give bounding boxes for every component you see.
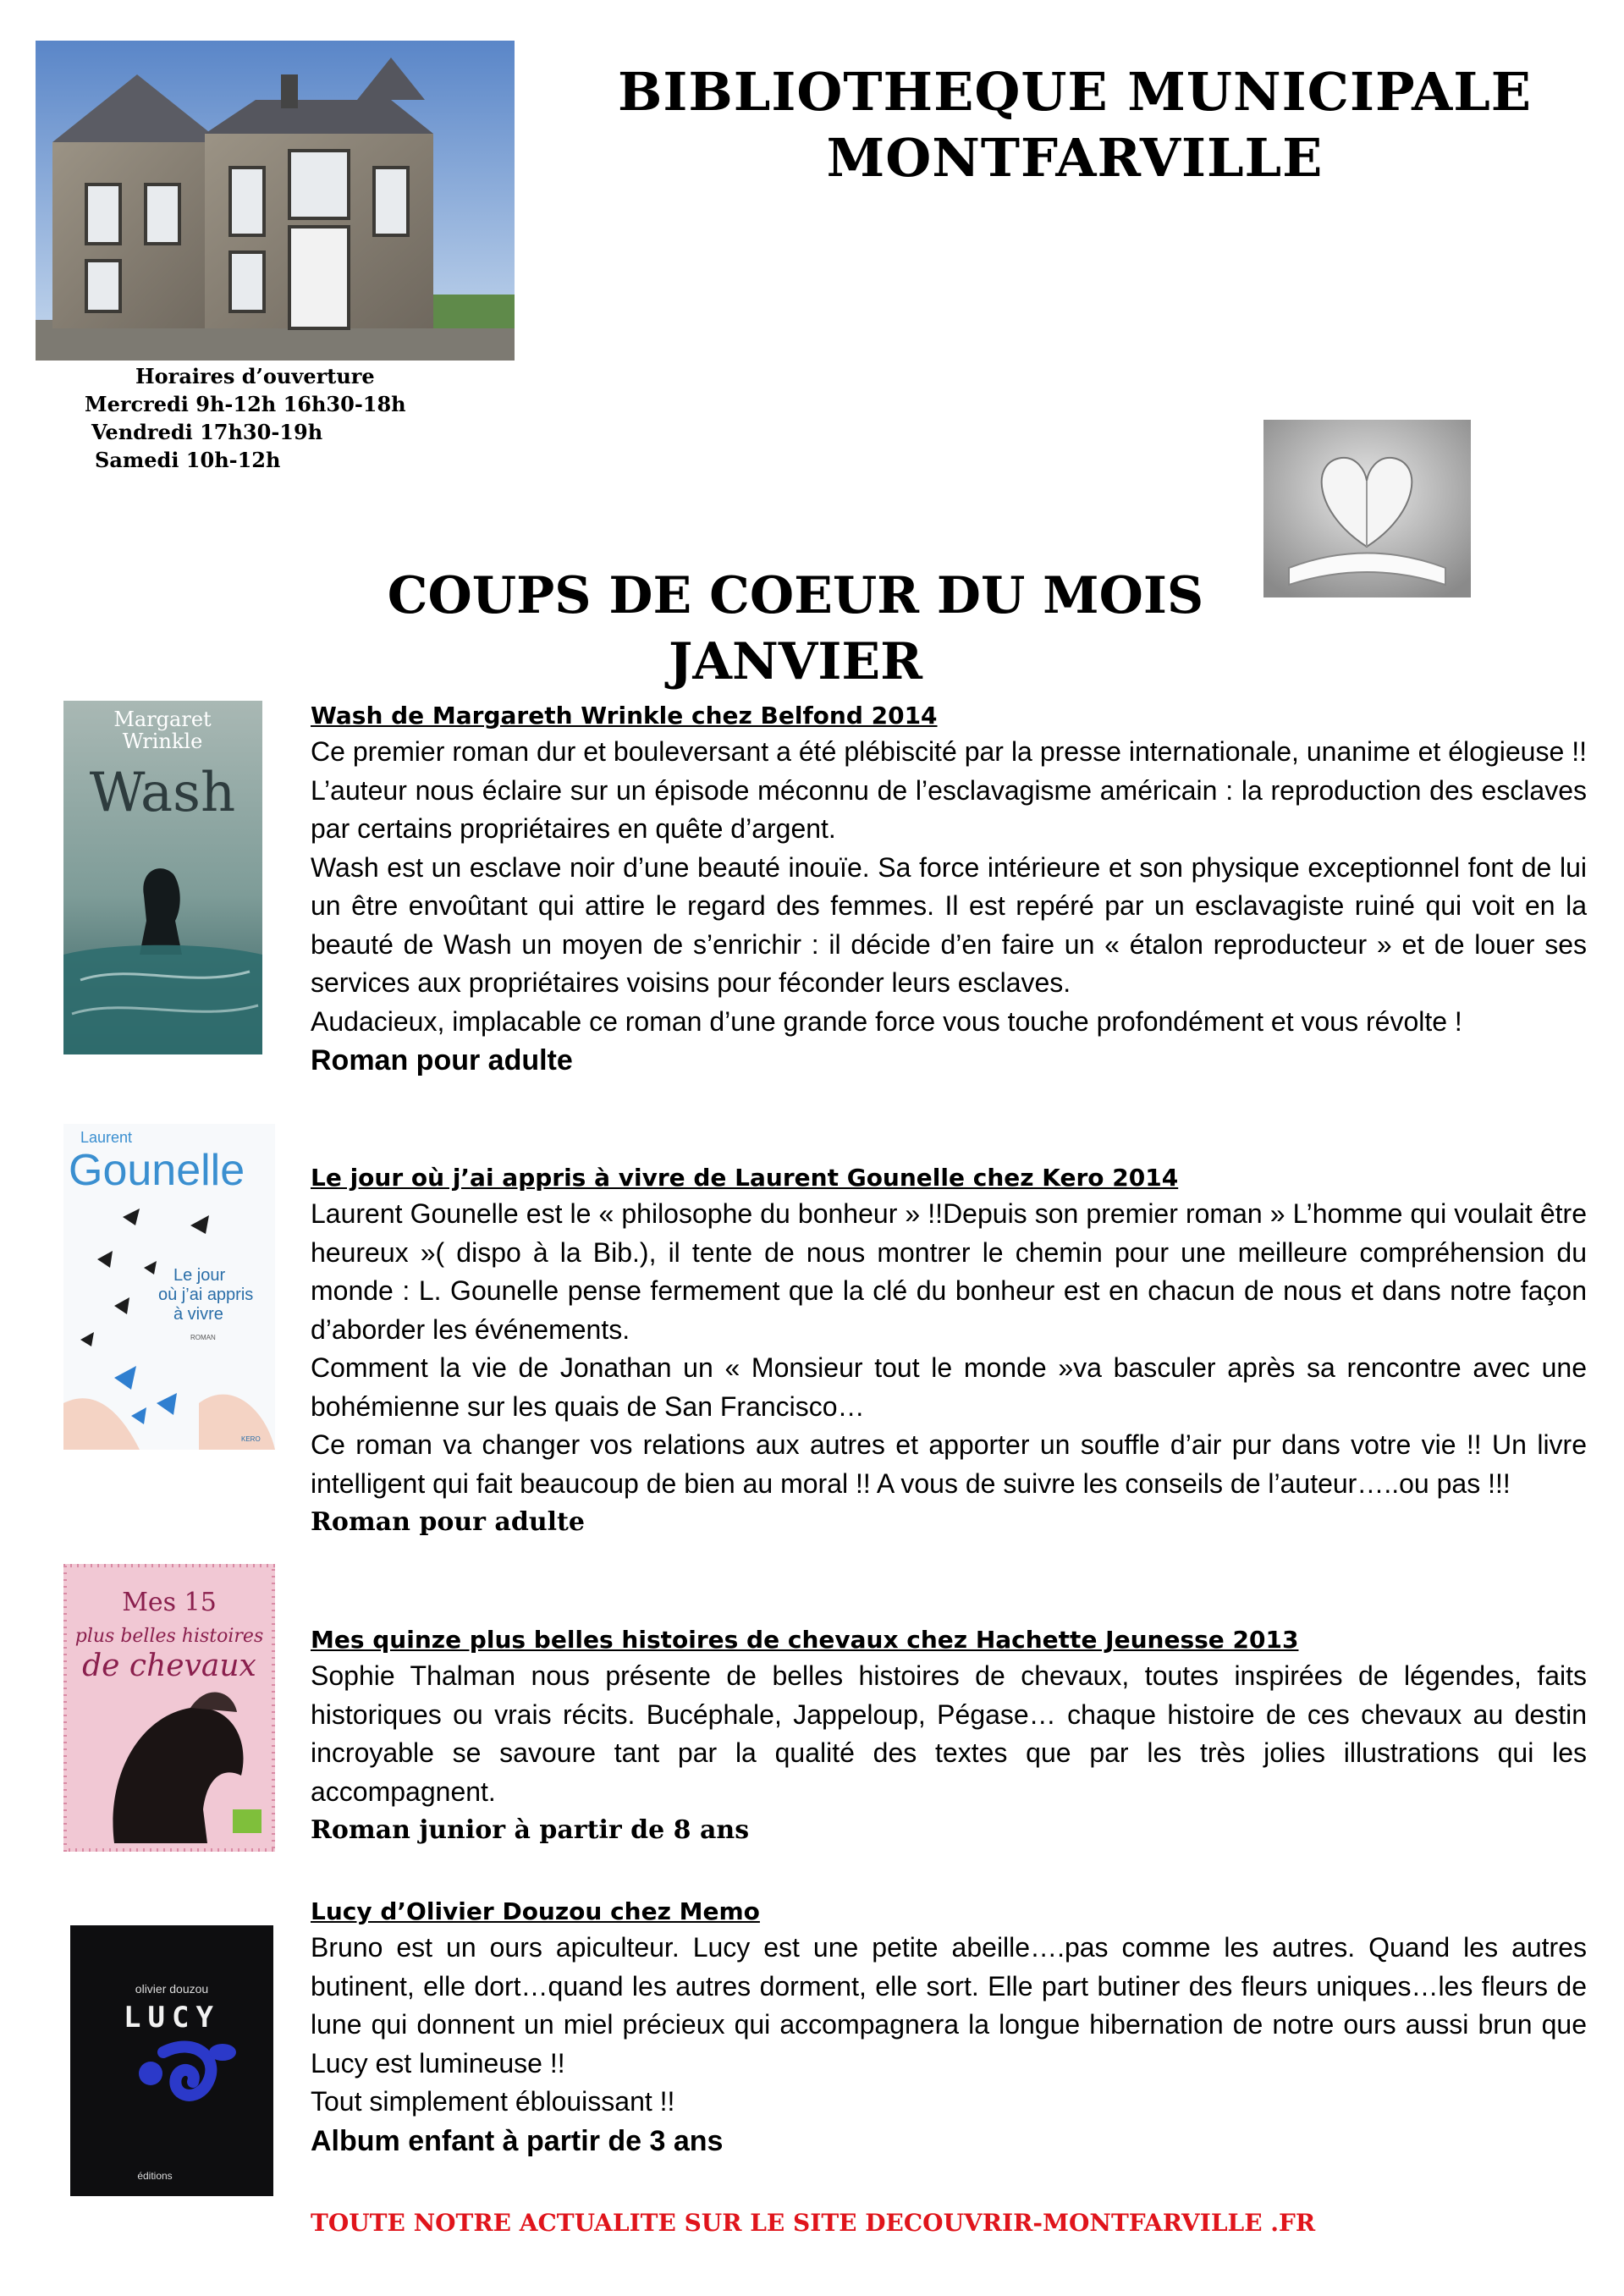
section-title xyxy=(322,563,1269,695)
library-title xyxy=(575,59,1574,191)
cover-title-1: Mes 15 xyxy=(122,1588,217,1617)
entry-paragraph: Audacieux, implacable ce roman d’une grande force vous touche profondément et vous révolte ! xyxy=(311,1005,1462,1037)
cover-title: LUCY xyxy=(124,2001,220,2034)
book-cover-wash xyxy=(63,701,262,1054)
hours-friday: Vendredi 17h30-19h xyxy=(91,420,323,444)
entry-title[interactable]: Wash de Margareth Wrinkle chez Belfond 2014 xyxy=(311,702,938,730)
cover-genre: ROMAN xyxy=(190,1334,216,1341)
cover-title-3: de chevaux xyxy=(82,1649,256,1683)
section-title-line-2: JANVIER xyxy=(669,632,922,691)
opening-hours xyxy=(85,362,406,474)
entry-title[interactable]: Mes quinze plus belles histoires de chevaux chez Hachette Jeunesse 2013 xyxy=(311,1626,1299,1654)
entry-paragraph: Laurent Gounelle est le « philosophe du bonheur » !!Depuis son premier roman » L’homme qui voulait être heureux »( dispo à la Bib.), il tente de nous montrer le chemin pour une meilleure compréhension du monde : L. Gounelle pense fermement que la clé du bonheur est en chacun de nous et dans notre façon d’aborder les événements. xyxy=(311,1198,1587,1345)
entry-paragraph: Bruno est un ours apiculteur. Lucy est une petite abeille….pas comme les autres. Quand les autres butinent, elle dort…quand les autres dorment, elle sort. Elle part butiner des fleurs uniques…les fleurs de lune qui donnent un miel précieux qui accompagnera la longue hibernation de notre ours aussi brun que Lucy est lumineuse !! xyxy=(311,1932,1587,2079)
entry-paragraph: Ce premier roman dur et bouleversant a été plébiscité par la presse internationale, unanime et élogieuse !! L’auteur nous éclaire sur un épisode méconnu de l’esclavagisme américain : la reproduction des esclaves par certains propriétaires en quête d’argent. xyxy=(311,736,1587,844)
entry-body xyxy=(311,1195,1587,1503)
entry-category: Roman pour adulte xyxy=(311,1044,573,1076)
book-cover-chevaux xyxy=(63,1564,275,1852)
section-title-line-1: COUPS DE COEUR DU MOIS xyxy=(387,566,1204,625)
cover-publisher: éditions xyxy=(137,2170,173,2182)
cover-title-1: Le jour xyxy=(173,1266,226,1285)
entry-body xyxy=(311,1929,1587,2122)
book-cover-gounelle xyxy=(63,1124,275,1450)
title-line-1: BIBLIOTHEQUE MUNICIPALE xyxy=(617,61,1533,123)
heart-book-photo xyxy=(1263,420,1471,597)
cover-author-last: Gounelle xyxy=(69,1146,245,1195)
cover-title: Wash xyxy=(89,762,236,824)
book-cover-lucy xyxy=(70,1925,273,2196)
cover-title-2: où j’ai appris xyxy=(158,1286,254,1304)
cover-author-last: Wrinkle xyxy=(122,730,203,753)
library-building-photo xyxy=(36,41,515,361)
cover-title-3: à vivre xyxy=(173,1305,223,1324)
entry-gounelle xyxy=(311,1161,1587,1542)
hours-wednesday: Mercredi 9h-12h 16h30-18h xyxy=(85,392,406,416)
entry-wash xyxy=(311,699,1587,1080)
entry-body xyxy=(311,1657,1587,1811)
footer-website-link[interactable]: TOUTE NOTRE ACTUALITE SUR LE SITE DECOUVRIR-MONTFARVILLE .FR xyxy=(311,2209,1316,2237)
entry-paragraph: Ce roman va changer vos relations aux autres et apporter un souffle d’air pur dans votre vie !! Un livre intelligent qui fait beaucoup de bien au moral !! A vous de suivre les conseils de l’auteur…..ou pas !!! xyxy=(311,1429,1587,1499)
entry-chevaux xyxy=(311,1623,1587,1850)
cover-title-2: plus belles histoires xyxy=(74,1626,264,1647)
entry-body xyxy=(311,733,1587,1041)
entry-category: Album enfant à partir de 3 ans xyxy=(311,2124,724,2157)
entry-paragraph: Tout simplement éblouissant !! xyxy=(311,2086,675,2117)
cover-publisher: KERO xyxy=(241,1435,261,1443)
cover-author-first: Laurent xyxy=(80,1129,133,1146)
entry-paragraph: Wash est un esclave noir d’une beauté inouïe. Sa force intérieure et son physique exceptionnel font de lui un être envoûtant qui attire le regard des femmes. Il est repéré par un esclavagiste ruiné qui voit en la beauté de Wash un moyen de s’enrichir : il décide d’en faire un « étalon reproducteur » et de louer ses services aux propriétaires voisins pour féconder leurs esclaves. xyxy=(311,851,1587,998)
cover-author: olivier douzou xyxy=(135,1982,209,1996)
entry-lucy xyxy=(311,1895,1587,2161)
entry-paragraph: Comment la vie de Jonathan un « Monsieur tout le monde »va basculer après sa rencontre avec une bohémienne sur les quais de San Francisco… xyxy=(311,1352,1587,1422)
hours-title: Horaires d’ouverture xyxy=(135,364,375,388)
entry-category: Roman pour adulte xyxy=(311,1507,585,1537)
title-line-2: MONTFARVILLE xyxy=(826,127,1324,189)
entry-title[interactable]: Lucy d’Olivier Douzou chez Memo xyxy=(311,1897,760,1925)
entry-category: Roman junior à partir de 8 ans xyxy=(311,1815,750,1845)
entry-paragraph: Sophie Thalman nous présente de belles histoires de chevaux, toutes inspirées de légendes, faits historiques ou vrais récits. Bucéphale, Jappeloup, Pégase… chaque histoire de ces chevaux au destin incroyable se savoure tant par la qualité des textes que par les très jolies illustrations qui les accompagnent. xyxy=(311,1660,1587,1807)
entry-title[interactable]: Le jour où j’ai appris à vivre de Laurent Gounelle chez Kero 2014 xyxy=(311,1164,1179,1192)
cover-author-first: Margaret xyxy=(113,708,212,731)
hours-saturday: Samedi 10h-12h xyxy=(95,448,281,472)
